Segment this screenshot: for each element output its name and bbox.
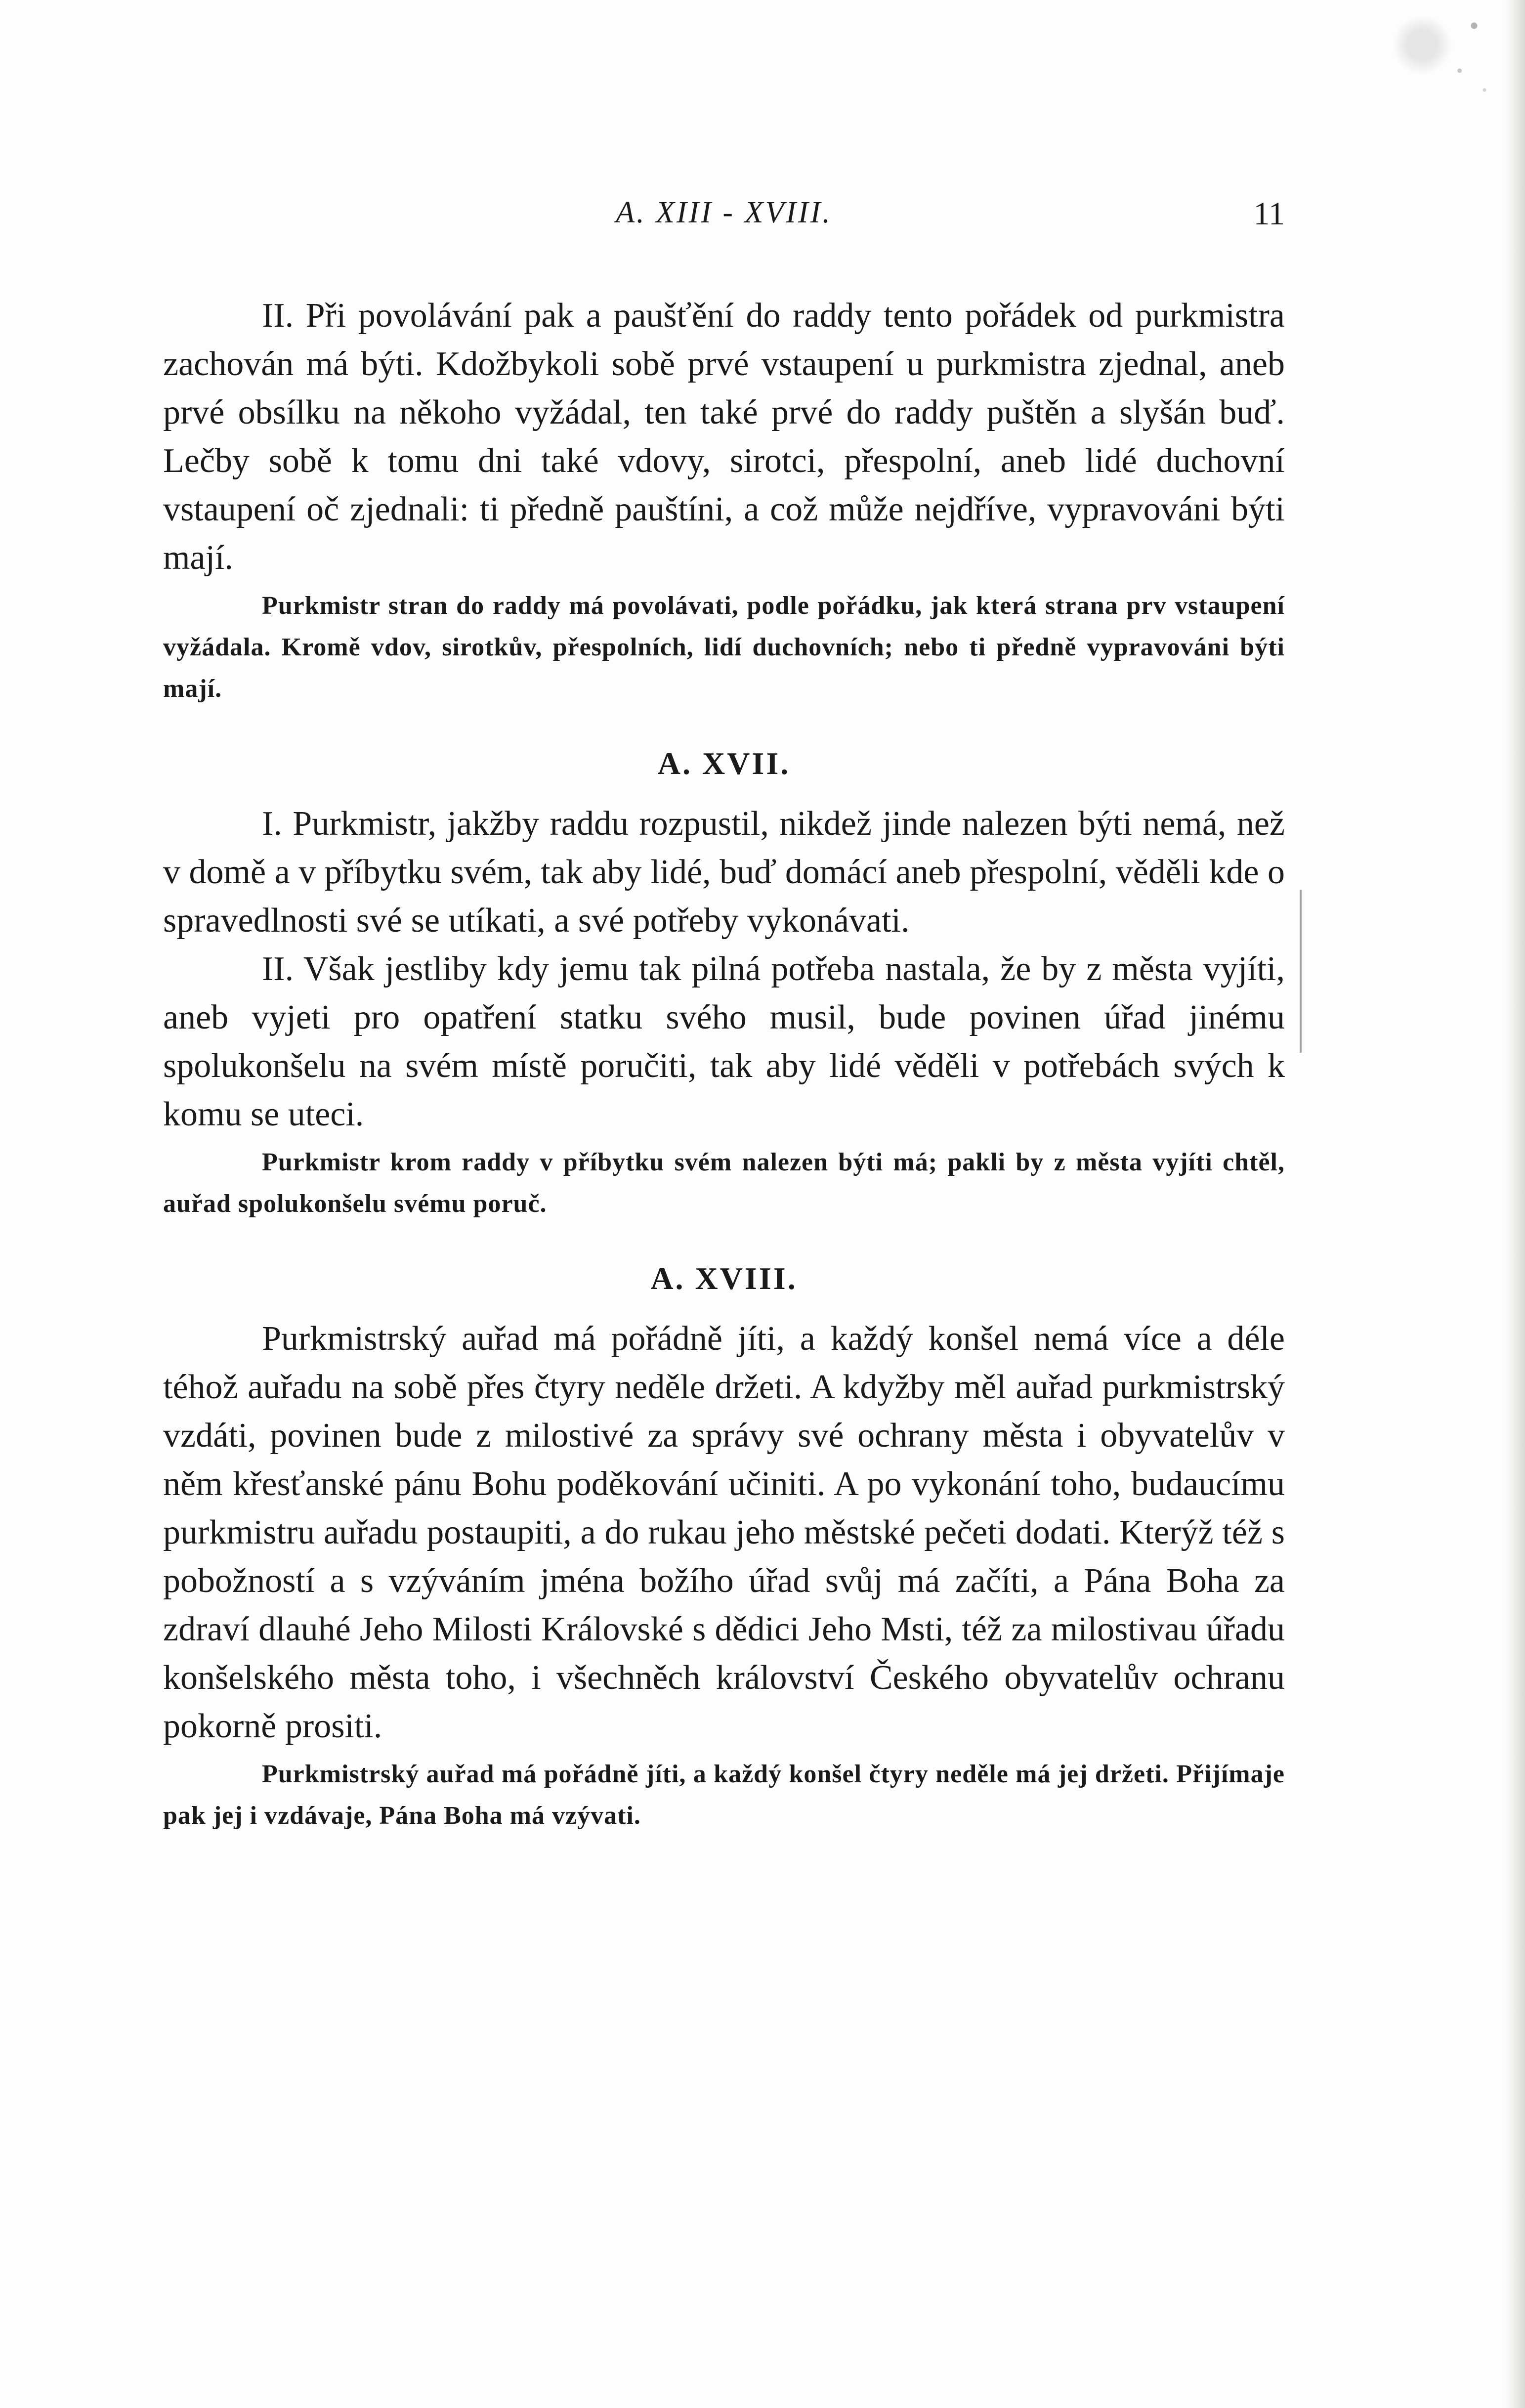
paragraph-a13-ii: II. Při povolávání pak a paušťění do raddy tento pořádek od purkmistra zachován má býti. Kdožbykoli sobě prvé vstaupení u purkmistra zjednal, aneb prvé obsílku na někoho vyžádal, ten také prvé do raddy puštěn a slyšán buď. Lečby sobě k tomu dni také vdovy, sirotci, přespolní, aneb lidé duchovní vstaupení oč zjednali: ti předně pauštíni, a což může nejdříve, vypravováni býti mají. [163, 297, 1285, 577]
paragraph-a18: Purkmistrský auřad má pořádně jíti, a každý konšel nemá více a déle téhož auřadu na sobě přes čtyry neděle držeti. A kdyžby měl auřad purkmistrský vzdáti, povinen bude z milostivé za správy své ochrany města i obyvatelův v něm křesťanské pánu Bohu poděkování učiniti. A po vykonání toho, budaucímu purkmistru auřadu postaupiti, a do rukau jeho městské pečeti dodati. Kterýž též s pobožností a s vzýváním jména božího úřad svůj má začíti, a Pána Boha za zdraví dlauhé Jeho Milosti Královské s dědici Jeho Msti, též za milostivau úřadu konšelského města toho, i všechněch království Českého obyvatelův ochranu pokorně prositi. [163, 1320, 1285, 1745]
summary-a17: Purkmistr krom raddy v příbytku svém nalezen býti má; pakli by z města vyjíti chtěl, auřad spolukonšelu svému poruč. [163, 1148, 1285, 1218]
paragraph-a17-ii: II. Však jestliby kdy jemu tak pilná potřeba nastala, že by z města vyjíti, aneb vyjeti pro opatření statku svého musil, bude povinen úřad jinému spolukonšelu na svém místě poručiti, tak aby lidé věděli v potřebách svých k komu se uteci. [163, 950, 1285, 1133]
page-edge-shadow [1505, 0, 1525, 2408]
heading-a18: A. XVIII. [650, 1261, 798, 1296]
page-number: 11 [1253, 196, 1285, 232]
running-head: A. XIII - XVIII. [616, 196, 832, 229]
heading-a17: A. XVII. [657, 746, 791, 781]
paragraph-a17-i: I. Purkmistr, jakžby raddu rozpustil, nikdež jinde nalezen býti nemá, než v domě a v příbytku svém, tak aby lidé, buď domácí aneb přespolní, věděli kde o spravedlnosti své se utíkati, a své potřeby vykonávati. [163, 805, 1285, 940]
page-header [163, 195, 1285, 245]
scan-specks [1298, 0, 1505, 129]
margin-mark [1300, 890, 1306, 1053]
main-text [163, 292, 1285, 1837]
summary-a13: Purkmistr stran do raddy má povolávati, podle pořádku, jak která strana prv vstaupení vyžádala. Kromě vdov, sirotkův, přespolních, lidí duchovních; nebo ti předně vypravováni býti mají. [163, 592, 1285, 703]
summary-a18: Purkmistrský auřad má pořádně jíti, a každý konšel čtyry neděle má jej držeti. Přijímaje pak jej i vzdávaje, Pána Boha má vzývati. [163, 1760, 1285, 1830]
